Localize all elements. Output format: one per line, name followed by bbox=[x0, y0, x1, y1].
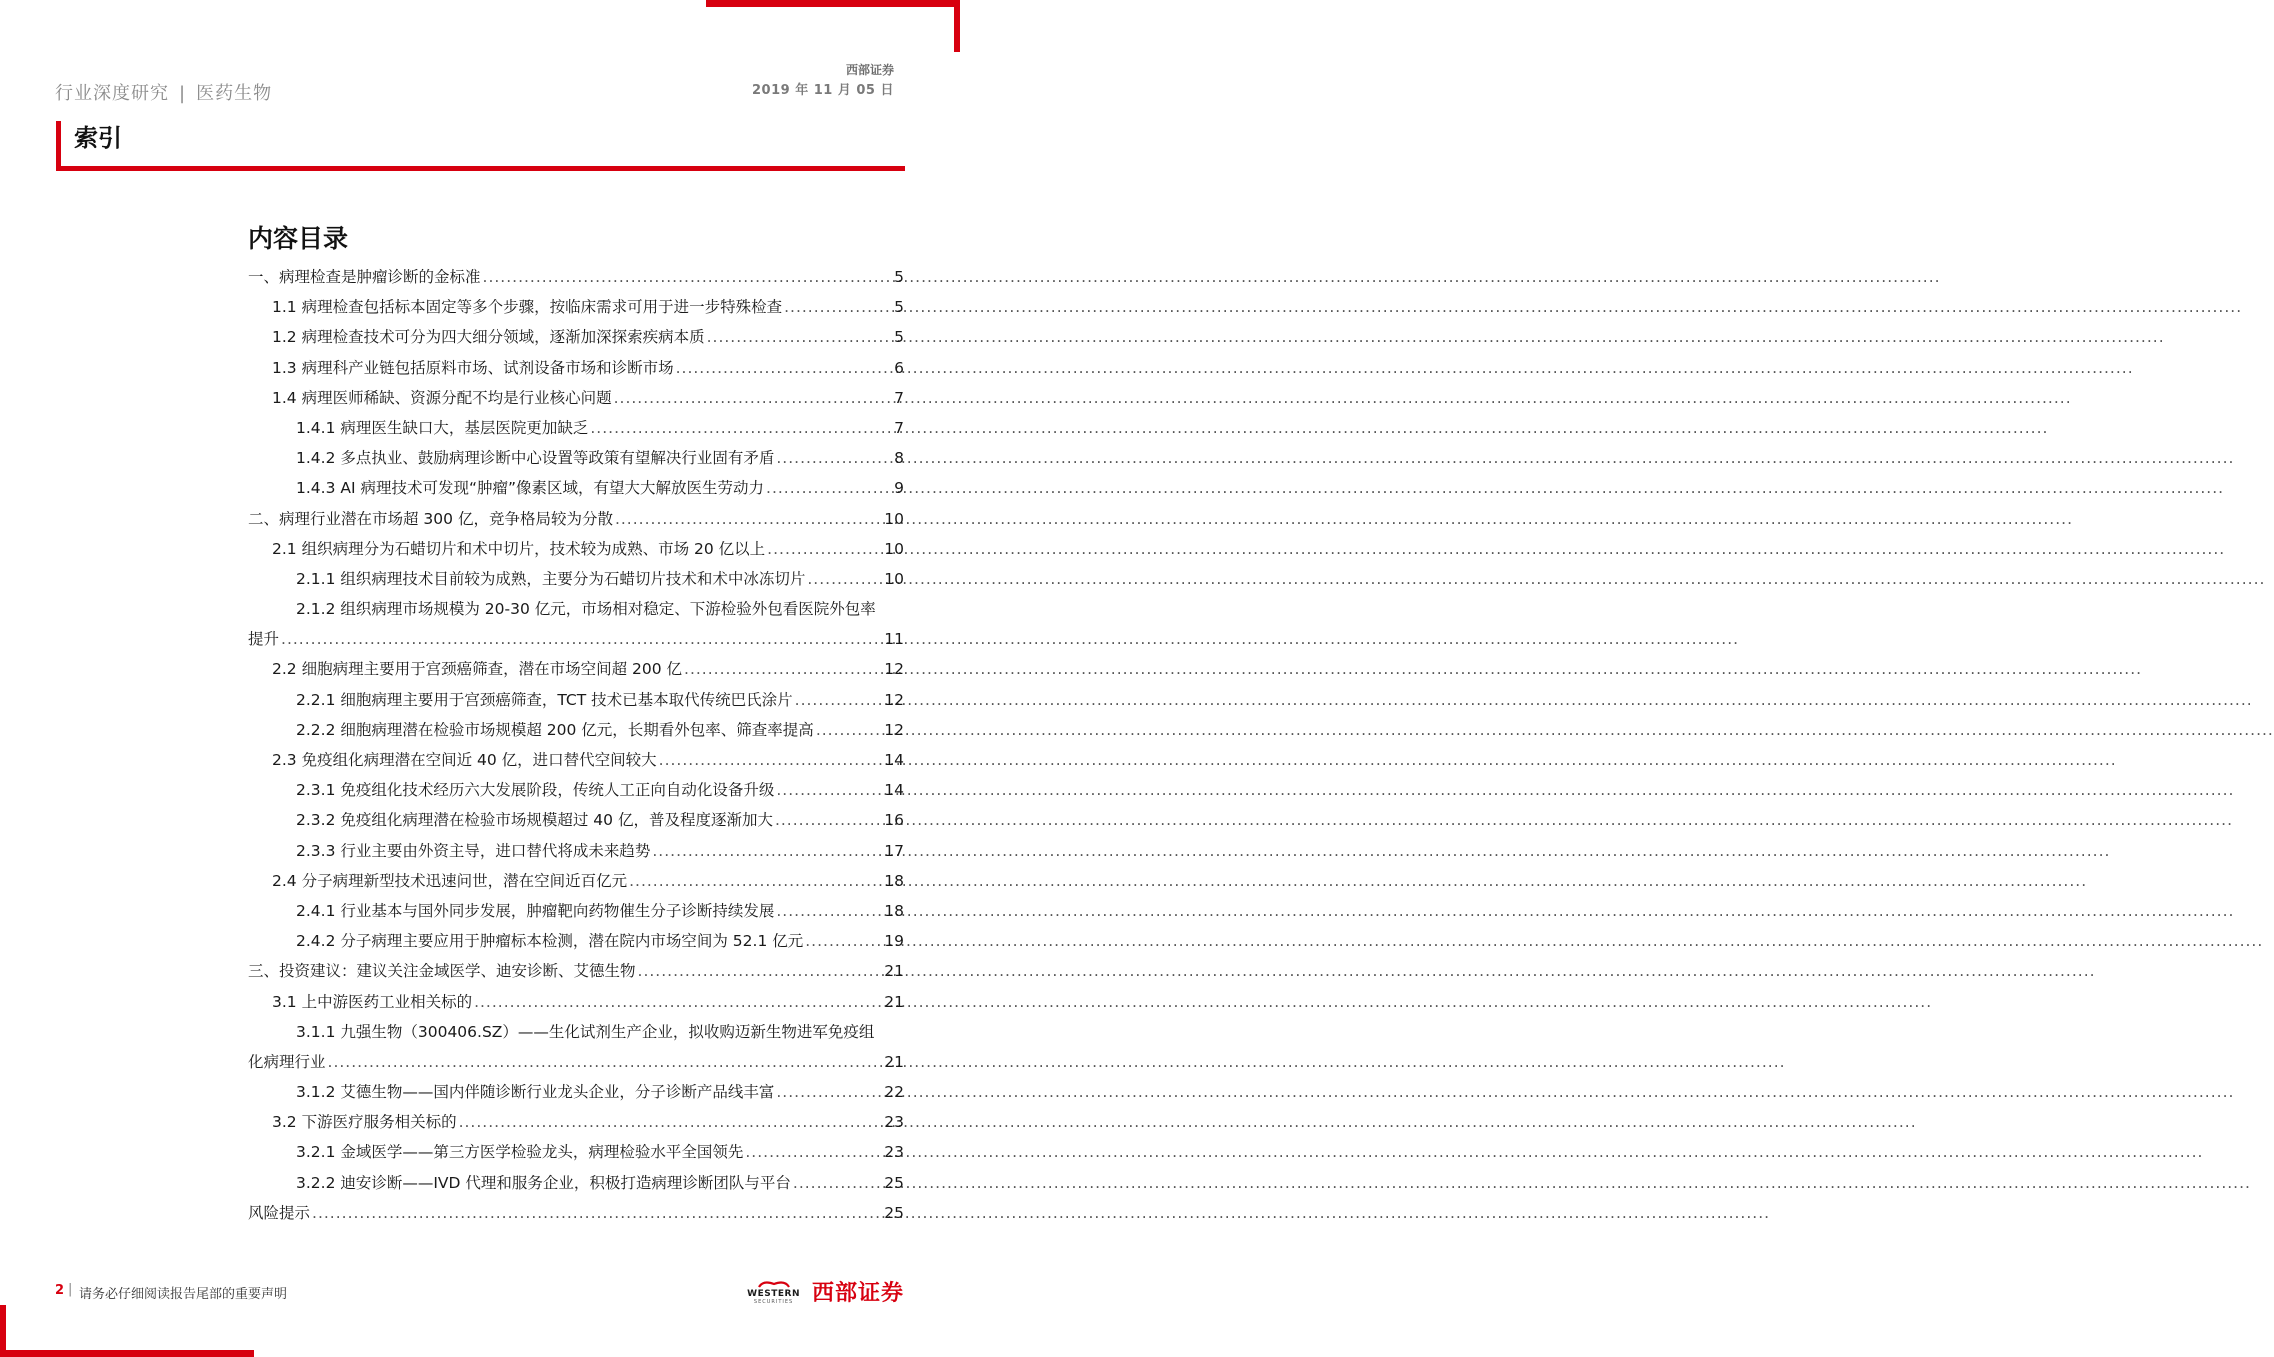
toc-entry-title: 2.3.1 免疫组化技术经历六大发展阶段，传统人工正向自动化设备升级 bbox=[296, 781, 775, 800]
toc-entry-page: 21 bbox=[884, 1052, 904, 1071]
report-category bbox=[55, 79, 272, 105]
toc-entry-title: 2.2 细胞病理主要用于宫颈癌筛查，潜在市场空间超 200 亿 bbox=[272, 660, 683, 679]
toc-entry-title: 三、投资建议：建议关注金域医学、迪安诊断、艾德生物 bbox=[248, 962, 636, 981]
toc-dot-leader bbox=[776, 775, 882, 805]
toc-entry-page: 5 bbox=[894, 298, 904, 317]
toc-dot-leader bbox=[776, 443, 892, 473]
footer-separator: | bbox=[68, 1282, 73, 1297]
toc-entry-title: 1.4.1 病理医生缺口大，基层医院更加缺乏 bbox=[296, 418, 589, 437]
toc-entry-page: 18 bbox=[884, 901, 904, 920]
toc-entry-title: 3.1.1 九强生物（300406.SZ）——生化试剂生产企业，拟收购迈新生物进军免疫组 bbox=[296, 1022, 875, 1041]
toc-title: 内容目录 bbox=[248, 224, 349, 253]
toc-entry-title: 1.3 病理科产业链包括原料市场、试剂设备市场和诊断市场 bbox=[272, 358, 674, 377]
toc-entry-title: 2.3.3 行业主要由外资主导，进口替代将成未来趋势 bbox=[296, 841, 651, 860]
bottom-accent-bar bbox=[0, 1350, 254, 1357]
toc-entry-title: 3.2.1 金域医学——第三方医学检验龙头，病理检验水平全国领先 bbox=[296, 1143, 744, 1162]
toc-dot-leader bbox=[615, 504, 882, 534]
table-of-contents bbox=[248, 262, 904, 1228]
toc-dot-leader bbox=[614, 383, 893, 413]
toc-dot-leader bbox=[793, 1168, 882, 1198]
category-label: 行业深度研究 bbox=[55, 83, 169, 104]
section-marker bbox=[56, 121, 61, 170]
toc-dot-leader bbox=[459, 1107, 883, 1137]
toc-entry-page: 7 bbox=[894, 418, 904, 437]
section-title: 索引 bbox=[74, 124, 122, 152]
toc-dot-leader bbox=[776, 1077, 882, 1107]
bull-horns-icon bbox=[757, 1279, 791, 1289]
toc-entry-page: 19 bbox=[884, 932, 904, 951]
toc-dot-leader bbox=[707, 322, 893, 352]
logo-mark-icon bbox=[747, 1279, 800, 1305]
toc-entry[interactable] bbox=[248, 1017, 904, 1047]
toc-entry-title: 2.2.2 细胞病理潜在检验市场规模超 200 亿元，长期看外包率、筛查率提高 bbox=[296, 720, 814, 739]
toc-entry[interactable] bbox=[248, 1047, 904, 1077]
toc-entry-page: 10 bbox=[884, 569, 904, 588]
toc-entry-page: 18 bbox=[884, 871, 904, 890]
toc-entry[interactable] bbox=[248, 805, 904, 835]
toc-entry[interactable] bbox=[248, 262, 904, 292]
toc-entry-title: 3.1.2 艾德生物——国内伴随诊断行业龙头企业，分子诊断产品线丰富 bbox=[296, 1083, 775, 1102]
toc-entry-title: 1.2 病理检查技术可分为四大细分领域，逐渐加深探索疾病本质 bbox=[272, 328, 705, 347]
toc-entry-page: 16 bbox=[884, 811, 904, 830]
toc-dot-leader bbox=[805, 926, 882, 956]
toc-dot-leader bbox=[775, 805, 882, 835]
toc-dot-leader bbox=[745, 1137, 882, 1167]
toc-dot-leader bbox=[776, 896, 882, 926]
section-divider bbox=[56, 166, 905, 171]
toc-entry-page: 10 bbox=[884, 509, 904, 528]
toc-dot-leader bbox=[629, 866, 882, 896]
toc-entry[interactable] bbox=[248, 292, 904, 322]
toc-entry[interactable] bbox=[248, 654, 904, 684]
toc-entry-page: 9 bbox=[894, 479, 904, 498]
page-number: 2 bbox=[55, 1283, 65, 1298]
toc-entry-page: 12 bbox=[884, 720, 904, 739]
toc-entry-title: 2.4.1 行业基本与国外同步发展，肿瘤靶向药物催生分子诊断持续发展 bbox=[296, 901, 775, 920]
top-right-accent bbox=[954, 0, 960, 52]
toc-entry-page: 21 bbox=[884, 992, 904, 1011]
toc-dot-leader bbox=[590, 413, 892, 443]
toc-entry-page: 5 bbox=[894, 268, 904, 286]
toc-dot-leader bbox=[807, 564, 882, 594]
toc-entry[interactable] bbox=[248, 383, 904, 413]
toc-entry-title: 二、病理行业潜在市场超 300 亿，竞争格局较为分散 bbox=[248, 509, 613, 528]
toc-dot-leader bbox=[676, 353, 893, 383]
toc-entry-page: 8 bbox=[894, 449, 904, 468]
toc-entry[interactable] bbox=[248, 715, 904, 745]
toc-entry-title: 2.1.2 组织病理市场规模为 20-30 亿元，市场相对稳定、下游检验外包看医院外包率 bbox=[296, 600, 876, 619]
toc-entry-page: 12 bbox=[884, 690, 904, 709]
toc-entry[interactable] bbox=[248, 866, 904, 896]
toc-entry[interactable] bbox=[248, 564, 904, 594]
toc-dot-leader bbox=[281, 624, 882, 654]
logo-english-sub: SECURITIES bbox=[753, 1298, 794, 1305]
footer-disclaimer: 请务必仔细阅读报告尾部的重要声明 bbox=[79, 1287, 288, 1302]
toc-entry-title: 2.1.1 组织病理技术目前较为成熟，主要分为石蜡切片技术和术中冰冻切片 bbox=[296, 569, 806, 588]
toc-entry-page: 25 bbox=[884, 1203, 904, 1222]
toc-entry-page: 12 bbox=[884, 660, 904, 679]
toc-entry-title: 一、病理检查是肿瘤诊断的金标准 bbox=[248, 268, 481, 286]
toc-dot-leader bbox=[795, 685, 883, 715]
report-date: 2019 年 11 月 05 日 bbox=[752, 83, 894, 98]
toc-entry[interactable] bbox=[248, 473, 904, 503]
toc-entry-page: 11 bbox=[884, 630, 904, 649]
toc-dot-leader bbox=[483, 262, 893, 292]
header-separator: | bbox=[179, 83, 187, 104]
toc-entry-title: 1.4.3 AI 病理技术可发现“肿瘤”像素区域，有望大大解放医生劳动力 bbox=[296, 479, 765, 498]
toc-entry-page: 10 bbox=[884, 539, 904, 558]
toc-entry[interactable] bbox=[248, 745, 904, 775]
toc-dot-leader bbox=[766, 473, 892, 503]
toc-entry[interactable] bbox=[248, 624, 904, 654]
toc-entry-page: 22 bbox=[884, 1083, 904, 1102]
top-accent-bar bbox=[706, 0, 960, 7]
toc-entry[interactable] bbox=[248, 926, 904, 956]
toc-dot-leader bbox=[328, 1047, 883, 1077]
logo-chinese: 西部证券 bbox=[811, 1281, 904, 1306]
toc-dot-leader bbox=[652, 836, 882, 866]
sector-label: 医药生物 bbox=[196, 83, 273, 104]
toc-entry-title: 2.1 组织病理分为石蜡切片和术中切片，技术较为成熟、市场 20 亿以上 bbox=[272, 539, 766, 558]
toc-entry[interactable] bbox=[248, 896, 904, 926]
toc-entry-page: 25 bbox=[884, 1173, 904, 1192]
toc-entry[interactable] bbox=[248, 1107, 904, 1137]
toc-entry-title: 1.1 病理检查包括标本固定等多个步骤，按临床需求可用于进一步特殊检查 bbox=[272, 298, 783, 317]
toc-dot-leader bbox=[474, 987, 882, 1017]
toc-entry-title: 2.3 免疫组化病理潜在空间近 40 亿，进口替代空间较大 bbox=[272, 751, 657, 769]
toc-entry[interactable] bbox=[248, 594, 904, 624]
toc-entry-page: 6 bbox=[894, 358, 904, 377]
toc-entry[interactable] bbox=[248, 1077, 904, 1107]
toc-dot-leader bbox=[684, 654, 882, 684]
toc-entry[interactable] bbox=[248, 685, 904, 715]
toc-entry-title: 3.2.2 迪安诊断——IVD 代理和服务企业，积极打造病理诊断团队与平台 bbox=[296, 1173, 791, 1192]
toc-entry-page: 7 bbox=[894, 388, 904, 407]
toc-entry-page: 17 bbox=[884, 841, 904, 860]
toc-entry-page: 14 bbox=[884, 781, 904, 800]
toc-entry-title: 2.4.2 分子病理主要应用于肿瘤标本检测，潜在院内市场空间为 52.1 亿元 bbox=[296, 932, 804, 951]
toc-dot-leader bbox=[312, 1198, 882, 1228]
toc-entry-page: 23 bbox=[884, 1143, 904, 1162]
toc-entry[interactable] bbox=[248, 504, 904, 534]
toc-dot-leader bbox=[816, 715, 882, 745]
toc-entry-title: 3.2 下游医疗服务相关标的 bbox=[272, 1113, 457, 1132]
toc-dot-leader bbox=[659, 745, 883, 775]
toc-entry[interactable] bbox=[248, 322, 904, 352]
brand-name-small: 西部证券 bbox=[845, 63, 894, 77]
toc-entry-title: 3.1 上中游医药工业相关标的 bbox=[272, 992, 473, 1011]
company-logo bbox=[747, 1276, 904, 1307]
toc-entry-title: 1.4.2 多点执业、鼓励病理诊断中心设置等政策有望解决行业固有矛盾 bbox=[296, 449, 775, 468]
toc-entry[interactable] bbox=[248, 956, 904, 986]
toc-dot-leader bbox=[767, 534, 882, 564]
toc-entry-title: 提升 bbox=[248, 630, 280, 649]
toc-dot-leader bbox=[638, 956, 883, 986]
toc-entry-page: 21 bbox=[884, 962, 904, 981]
toc-entry-page: 5 bbox=[894, 328, 904, 347]
toc-entry[interactable] bbox=[248, 1168, 904, 1198]
toc-entry-page: 23 bbox=[884, 1113, 904, 1132]
toc-entry-title: 化病理行业 bbox=[248, 1052, 326, 1071]
toc-dot-leader bbox=[784, 292, 892, 322]
toc-entry-title: 2.2.1 细胞病理主要用于宫颈癌筛查，TCT 技术已基本取代传统巴氏涂片 bbox=[296, 690, 793, 709]
toc-entry[interactable] bbox=[248, 836, 904, 866]
toc-entry-title: 2.3.2 免疫组化病理潜在检验市场规模超过 40 亿，普及程度逐渐加大 bbox=[296, 811, 773, 830]
toc-entry[interactable] bbox=[248, 1198, 904, 1228]
toc-entry[interactable] bbox=[248, 443, 904, 473]
toc-entry[interactable] bbox=[248, 353, 904, 383]
toc-entry-page: 14 bbox=[884, 751, 904, 769]
toc-entry-title: 2.4 分子病理新型技术迅速问世，潜在空间近百亿元 bbox=[272, 871, 628, 890]
toc-entry[interactable] bbox=[248, 534, 904, 564]
toc-entry[interactable] bbox=[248, 987, 904, 1017]
toc-entry[interactable] bbox=[248, 1137, 904, 1167]
toc-entry-title: 风险提示 bbox=[248, 1203, 311, 1222]
toc-entry[interactable] bbox=[248, 413, 904, 443]
logo-english: WESTERN bbox=[747, 1288, 800, 1299]
toc-entry-title: 1.4 病理医师稀缺、资源分配不均是行业核心问题 bbox=[272, 388, 612, 407]
toc-entry[interactable] bbox=[248, 775, 904, 805]
